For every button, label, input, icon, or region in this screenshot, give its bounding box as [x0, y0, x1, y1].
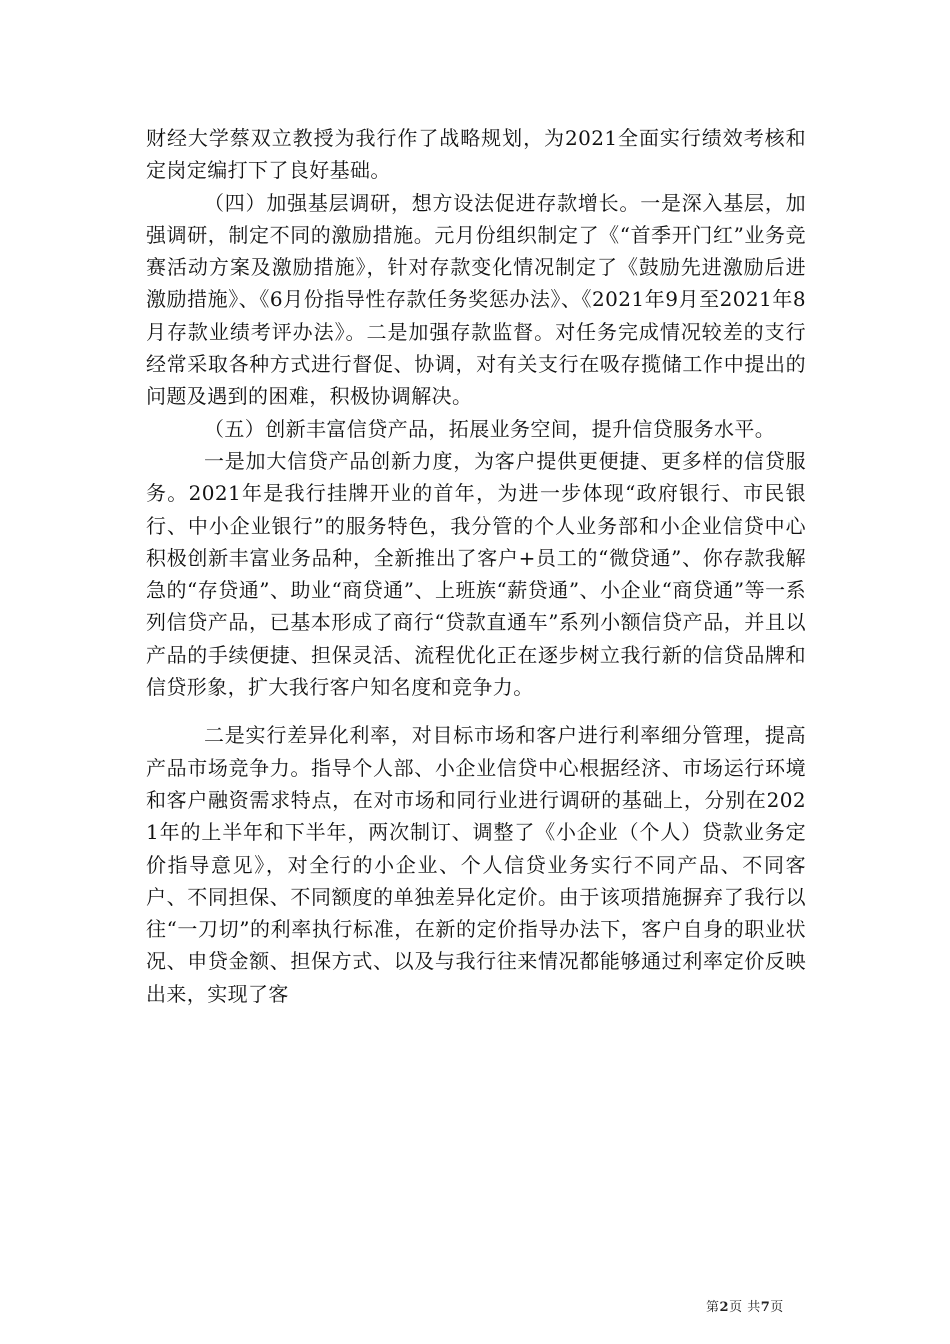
footer-middle: 页 共 — [729, 1300, 761, 1315]
footer-current-page: 2 — [719, 1300, 730, 1315]
footer-suffix: 页 — [770, 1300, 784, 1315]
paragraph-product-innovation: 一是加大信贷产品创新力度，为客户提供更便捷、更多样的信贷服务。2021年是我行挂牌开业的首年，为进一步体现“政府银行、市民银行、中小企业银行”的服务特色，我分管的个人业务部和小企业信贷中心积极创新丰富业务品种，全新推出了客户+员工的“微贷通”、你存款我解急的“存贷通”、助业“商贷通”、上班族“薪贷通”、小企业“商贷通”等一系列信贷产品，已基本形成了商行“贷款直通车”系列小额信贷产品，并且以产品的手续便捷、担保灵活、流程优化正在逐步树立我行新的信贷品牌和信贷形象，扩大我行客户知名度和竞争力。 — [146, 448, 806, 700]
document-body — [146, 122, 806, 1010]
paragraph-section-four: （四）加强基层调研，想方设法促进存款增长。一是深入基层，加强调研，制定不同的激励措施。元月份组织制定了《“首季开门红”业务竞赛活动方案及激励措施》，针对存款变化情况制定了《鼓励先进激励后进激励措施》、《6月份指导性存款任务奖惩办法》、《2021年9月至2021年8月存款业绩考评办法》。二是加强存款监督。对任务完成情况较差的支行经常采取各种方式进行督促、协调，对有关支行在吸存揽储工作中提出的问题及遇到的困难，积极协调解决。 — [146, 190, 806, 409]
page-number-footer — [706, 1300, 784, 1316]
paragraph-differentiated-rates: 二是实行差异化利率，对目标市场和客户进行利率细分管理，提高产品市场竞争力。指导个人部、小企业信贷中心根据经济、市场运行环境和客户融资需求特点，在对市场和同行业进行调研的基础上，分别在2021年的上半年和下半年，两次制订、调整了《小企业（个人）贷款业务定价指导意见》，对全行的小企业、个人信贷业务实行不同产品、不同客户、不同担保、不同额度的单独差异化定价。由于该项措施摒弃了我行以往“一刀切”的利率执行标准，在新的定价指导办法下，客户自身的职业状况、申贷金额、担保方式、以及与我行往来情况都能够通过利率定价反映出来，实现了客 — [146, 723, 806, 1006]
paragraph-section-five-heading: （五）创新丰富信贷产品，拓展业务空间，提升信贷服务水平。 — [204, 416, 776, 441]
footer-total-pages: 7 — [760, 1300, 771, 1315]
footer-prefix: 第 — [706, 1300, 720, 1315]
paragraph-continuation: 财经大学蔡双立教授为我行作了战略规划，为2021全面实行绩效考核和定岗定编打下了良好基础。 — [146, 126, 806, 183]
